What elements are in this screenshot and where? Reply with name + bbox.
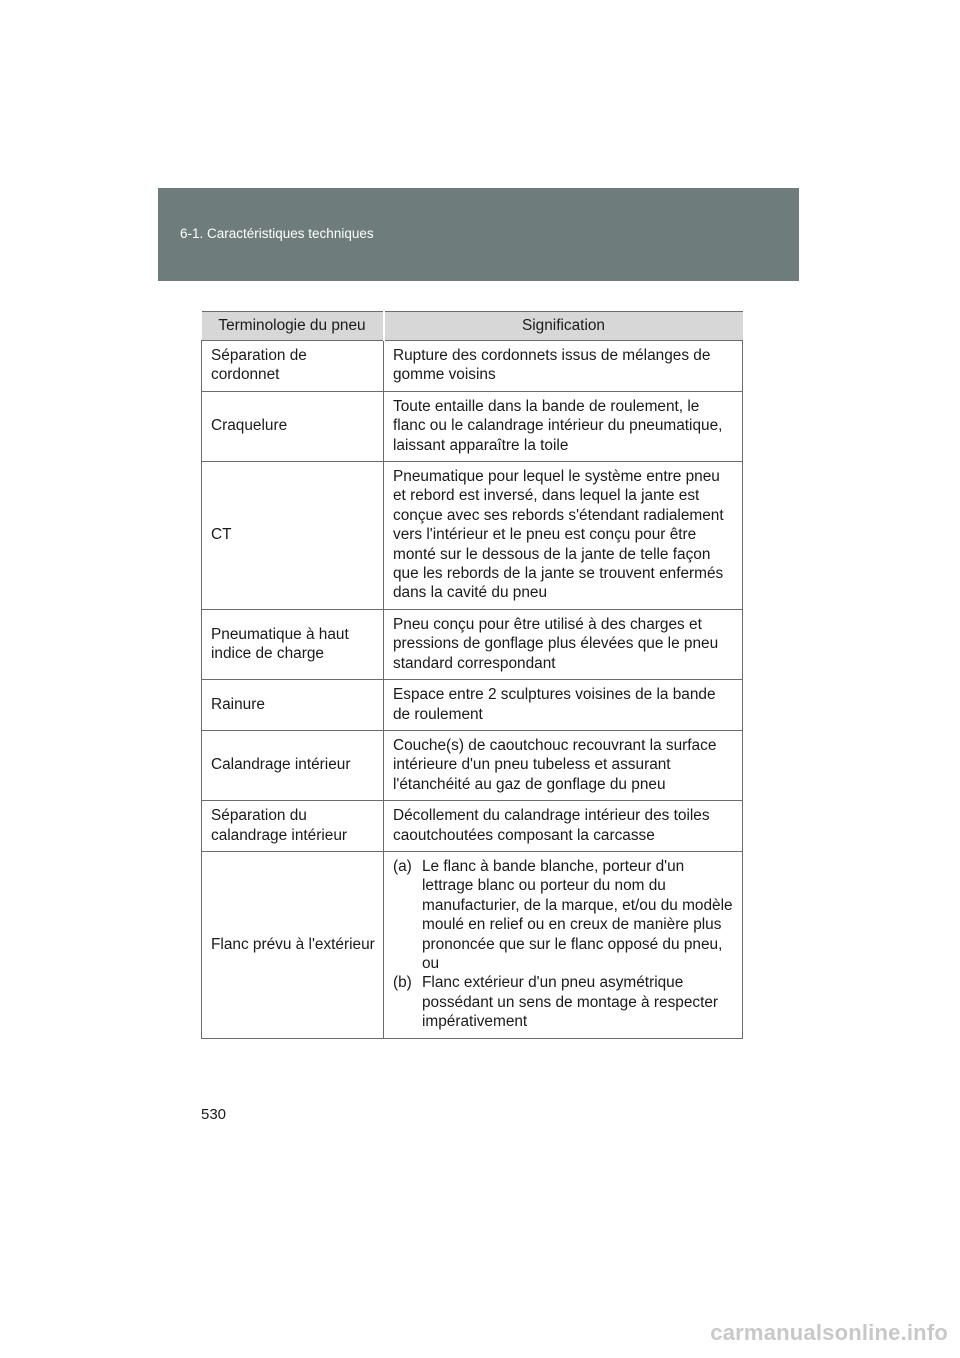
- section-header-band: [158, 188, 799, 281]
- definition-list: [393, 857, 734, 1032]
- column-header-meaning: Signification: [384, 312, 743, 341]
- watermark: carmanualsonline.info: [710, 1320, 948, 1345]
- meaning-cell: Toute entaille dans la bande de roulement, le flanc ou le calandrage intérieur du pneumatique, laissant apparaître la toile: [384, 391, 743, 461]
- section-title: 6-1. Caractéristiques techniques: [180, 226, 374, 241]
- table-row: [202, 462, 743, 610]
- table-row: [202, 391, 743, 461]
- definition-text: Flanc extérieur d'un pneu asymétrique possédant un sens de montage à respecter impérativement: [422, 974, 719, 1031]
- meaning-cell: Espace entre 2 sculptures voisines de la bande de roulement: [384, 680, 743, 731]
- column-header-term: Terminologie du pneu: [202, 312, 384, 341]
- table-row: [202, 851, 743, 1038]
- meaning-cell: Couche(s) de caoutchouc recouvrant la surface intérieure d'un pneu tubeless et assurant l'étanchéité au gaz de gonflage du pneu: [384, 730, 743, 800]
- meaning-cell: Pneu conçu pour être utilisé à des charges et pressions de gonflage plus élevées que le pneu standard correspondant: [384, 609, 743, 679]
- definition-marker: (b): [393, 974, 412, 992]
- page-number: 530: [201, 1106, 227, 1123]
- tire-terminology-table: [201, 311, 743, 1039]
- term-cell: Rainure: [202, 680, 384, 731]
- definition-text: Le flanc à bande blanche, porteur d'un lettrage blanc ou porteur du nom du manufacturier, de la marque, et/ou du modèle moulé en relief ou en creux de manière plus prononcée que sur le flanc opposé du pneu, ou: [422, 857, 733, 972]
- term-cell: Pneumatique à haut indice de charge: [202, 609, 384, 679]
- term-cell: Craquelure: [202, 391, 384, 461]
- term-cell: Flanc prévu à l'extérieur: [202, 851, 384, 1038]
- table-header-row: [202, 312, 743, 341]
- meaning-cell: Rupture des cordonnets issus de mélanges de gomme voisins: [384, 341, 743, 392]
- meaning-cell: [384, 851, 743, 1038]
- table-row: [202, 730, 743, 800]
- meaning-cell: Décollement du calandrage intérieur des toiles caoutchoutées composant la carcasse: [384, 801, 743, 852]
- definition-marker: (a): [393, 857, 412, 875]
- table-row: [202, 609, 743, 679]
- table-row: [202, 801, 743, 852]
- term-cell: Séparation du calandrage intérieur: [202, 801, 384, 852]
- term-cell: Séparation de cordonnet: [202, 341, 384, 392]
- term-cell: CT: [202, 462, 384, 610]
- meaning-cell: Pneumatique pour lequel le système entre pneu et rebord est inversé, dans lequel la jante est conçue avec ses rebords s'étendant radialement vers l'intérieur et le pneu est conçu pour être monté sur le dessous de la jante de telle façon que les rebords de la jante se trouvent enfermés dans la cavité du pneu: [384, 462, 743, 610]
- definition-item: [393, 857, 734, 973]
- term-cell: Calandrage intérieur: [202, 730, 384, 800]
- table-row: [202, 680, 743, 731]
- table-row: [202, 341, 743, 392]
- definition-item: [393, 973, 734, 1031]
